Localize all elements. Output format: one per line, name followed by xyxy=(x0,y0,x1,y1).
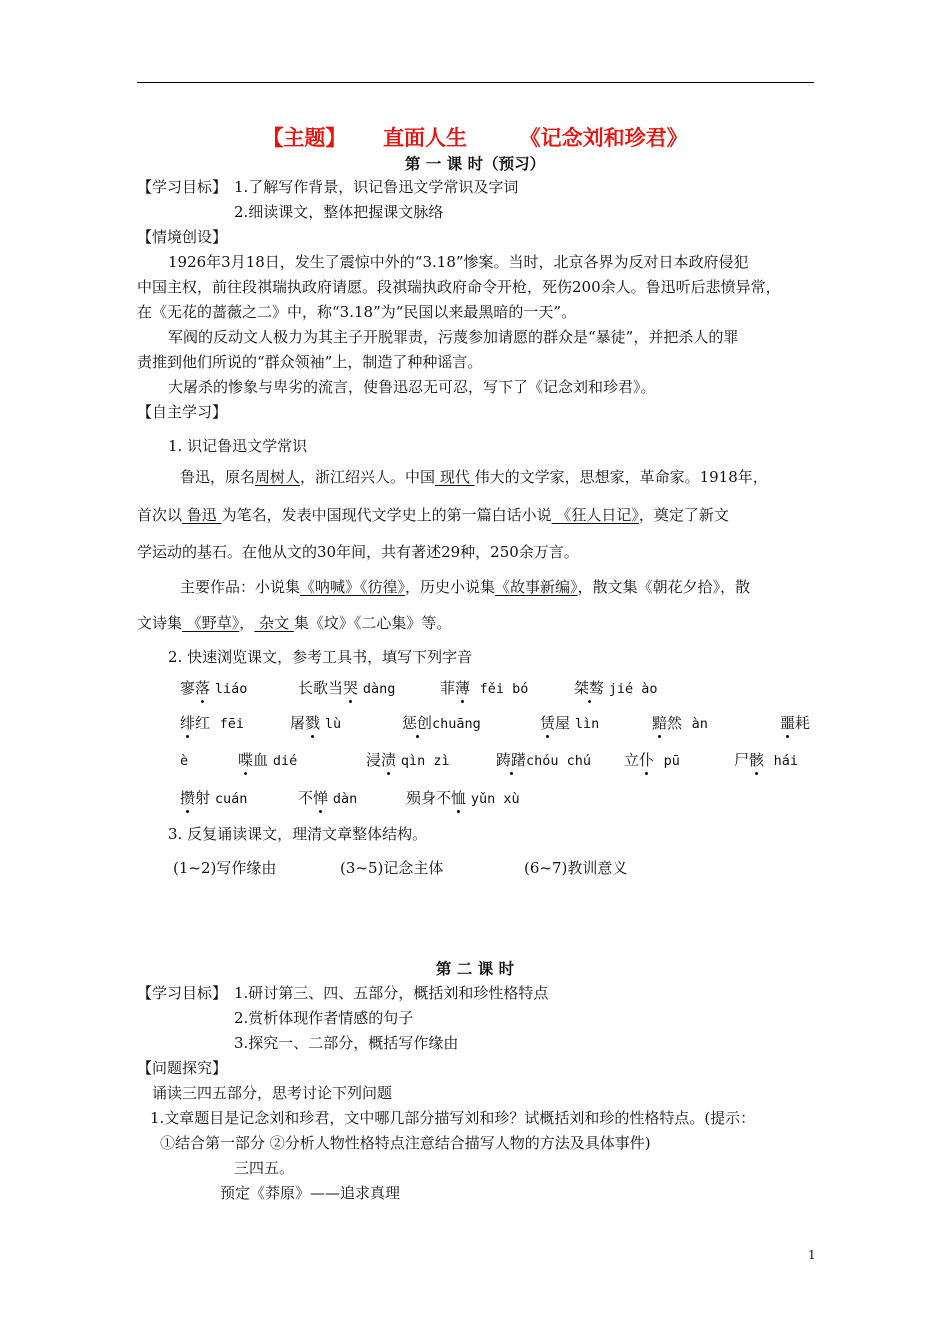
goals-label: 【学习目标】 xyxy=(137,178,228,196)
pinyin-item: 黯然 àn xyxy=(652,714,708,732)
lesson2-heading: 第 二 课 时 xyxy=(435,960,515,978)
pinyin-item: 赁屋 lìn xyxy=(540,714,600,732)
context-p2-line2: 责推到他们所说的“群众领袖”上，制造了种种谣言。 xyxy=(137,353,483,371)
luxun-line2: 首次以 鲁迅 为笔名，发表中国现代文学史上的第一篇白话小说 《狂人日记》，奠定了新文 xyxy=(137,506,729,524)
pinyin-item: 长歌当哭 dàng xyxy=(298,679,396,697)
context-p3-line1: 大屠杀的惨象与卑劣的流言，使鲁迅忍无可忍，写下了《记念刘和珍君》。 xyxy=(168,378,656,396)
inquiry-hint: ①结合第一部分 ②分析人物性格特点注意结合描写人物的方法及具体事件) xyxy=(160,1134,651,1152)
pinyin-item: 寥落 liáo xyxy=(180,679,248,697)
answer-real-name: 周树人 xyxy=(255,468,301,486)
title-article: 《记念刘和珍君》 xyxy=(519,126,688,150)
answer-line-2: 预定《莽原》——追求真理 xyxy=(220,1184,401,1202)
pinyin-reading: è xyxy=(180,753,189,769)
pinyin-item: 立仆 pū xyxy=(624,751,680,769)
inquiry-intro: 诵读三四五部分，思考讨论下列问题 xyxy=(152,1084,393,1102)
structure-part3: (6~7)教训意义 xyxy=(524,859,628,877)
answer-line-1: 三四五。 xyxy=(234,1159,295,1177)
goal-1: 1.了解写作背景，识记鲁迅文学常识及字词 xyxy=(234,178,519,196)
answer-first-novel: 《狂人日记》 xyxy=(551,506,639,524)
works-line1: 主要作品：小说集《呐喊》《彷徨》，历史小说集《故事新编》，散文集《朝花夕拾》，散 xyxy=(180,578,751,596)
context-p2-line1: 军阀的反动文人极力为其主子开脱罪责，污蔑参加请愿的群众是“暴徒”，并把杀人的罪 xyxy=(168,328,739,346)
lesson2-goal-1: 1.研讨第三、四、五部分，概括刘和珍性格特点 xyxy=(234,984,549,1002)
lesson2-goal-2: 2.赏析体现作者情感的句子 xyxy=(234,1009,414,1027)
lesson1-heading: 第 一 课 时（预习） xyxy=(404,155,546,173)
title-topic: 直面人生 xyxy=(383,126,467,150)
pinyin-item: 菲薄 fěi bó xyxy=(440,679,529,697)
inquiry-label: 【问题探究】 xyxy=(137,1059,228,1077)
title-theme: 【主题】 xyxy=(262,126,347,150)
answer-essays: 杂文 xyxy=(254,614,294,632)
lesson2-goal-3: 3.探究一、二部分，概括写作缘由 xyxy=(234,1034,459,1052)
goal-2: 2.细读课文，整体把握课文脉络 xyxy=(234,203,444,221)
pinyin-item: 攒射 cuán xyxy=(180,789,248,807)
pinyin-item: 噩耗 xyxy=(780,714,811,732)
pinyin-item: 尸骸 hái xyxy=(734,751,798,769)
pinyin-item: 惩创chuāng xyxy=(402,714,481,732)
header-rule xyxy=(137,82,814,83)
pinyin-item: 踌躇chóu chú xyxy=(496,751,592,769)
structure-part2: (3~5)记念主体 xyxy=(340,859,444,877)
pinyin-item: 不惮 dàn xyxy=(298,789,358,807)
answer-novels: 《呐喊》《彷徨》 xyxy=(300,578,406,596)
pinyin-item: 殒身不恤 yǔn xù xyxy=(406,789,520,807)
luxun-line1: 鲁迅，原名周树人，浙江绍兴人。中国 现代 伟大的文学家，思想家，革命家。1918年， xyxy=(180,468,768,486)
context-p1-line2: 中国主权，前往段祺瑞执政府请愿。段祺瑞执政府命令开枪，死伤200余人。鲁迅听后悲愤异常， xyxy=(137,278,781,296)
pinyin-item: 绯红 fēi xyxy=(180,714,244,732)
works-line2: 文诗集 《野草》， 杂文 集《坟》《二心集》等。 xyxy=(137,614,452,632)
pinyin-item: 屠戮 lù xyxy=(290,714,342,732)
question-2: 2. 快速浏览课文，参考工具书，填写下列字音 xyxy=(168,648,473,666)
context-label: 【情境创设】 xyxy=(137,228,228,246)
answer-era: 现代 xyxy=(435,468,475,486)
answer-prose-poems: 《野草》 xyxy=(182,614,240,632)
self-study-label: 【自主学习】 xyxy=(137,403,228,421)
question-1: 1. 识记鲁迅文学常识 xyxy=(168,437,308,455)
document-title xyxy=(0,122,950,152)
structure-part1: (1~2)写作缘由 xyxy=(173,859,277,877)
answer-historical: 《故事新编》 xyxy=(495,578,578,596)
pinyin-item: 浸渍 qìn zì xyxy=(366,751,450,769)
lesson2-goals-label: 【学习目标】 xyxy=(137,984,228,1002)
page-number: 1 xyxy=(808,1248,816,1262)
luxun-line3: 学运动的基石。在他从文的30年间，共有著述29种，250余万言。 xyxy=(137,543,579,561)
context-p1-line3: 在《无花的蔷薇之二》中，称“3.18”为“民国以来最黑暗的一天”。 xyxy=(137,303,577,321)
answer-pen-name: 鲁迅 xyxy=(182,506,222,524)
pinyin-item: 桀骜 jié ào xyxy=(574,679,658,697)
inquiry-question-1: 1.文章题目是记念刘和珍君，文中哪几部分描写刘和珍？试概括刘和珍的性格特点。(提示： xyxy=(150,1109,756,1127)
pinyin-item: 喋血 dié xyxy=(238,751,298,769)
question-3: 3. 反复诵读课文，理清文章整体结构。 xyxy=(168,825,428,843)
context-p1-line1: 1926年3月18日，发生了震惊中外的“3.18”惨案。当时，北京各界为反对日本政府侵犯 xyxy=(168,253,749,271)
